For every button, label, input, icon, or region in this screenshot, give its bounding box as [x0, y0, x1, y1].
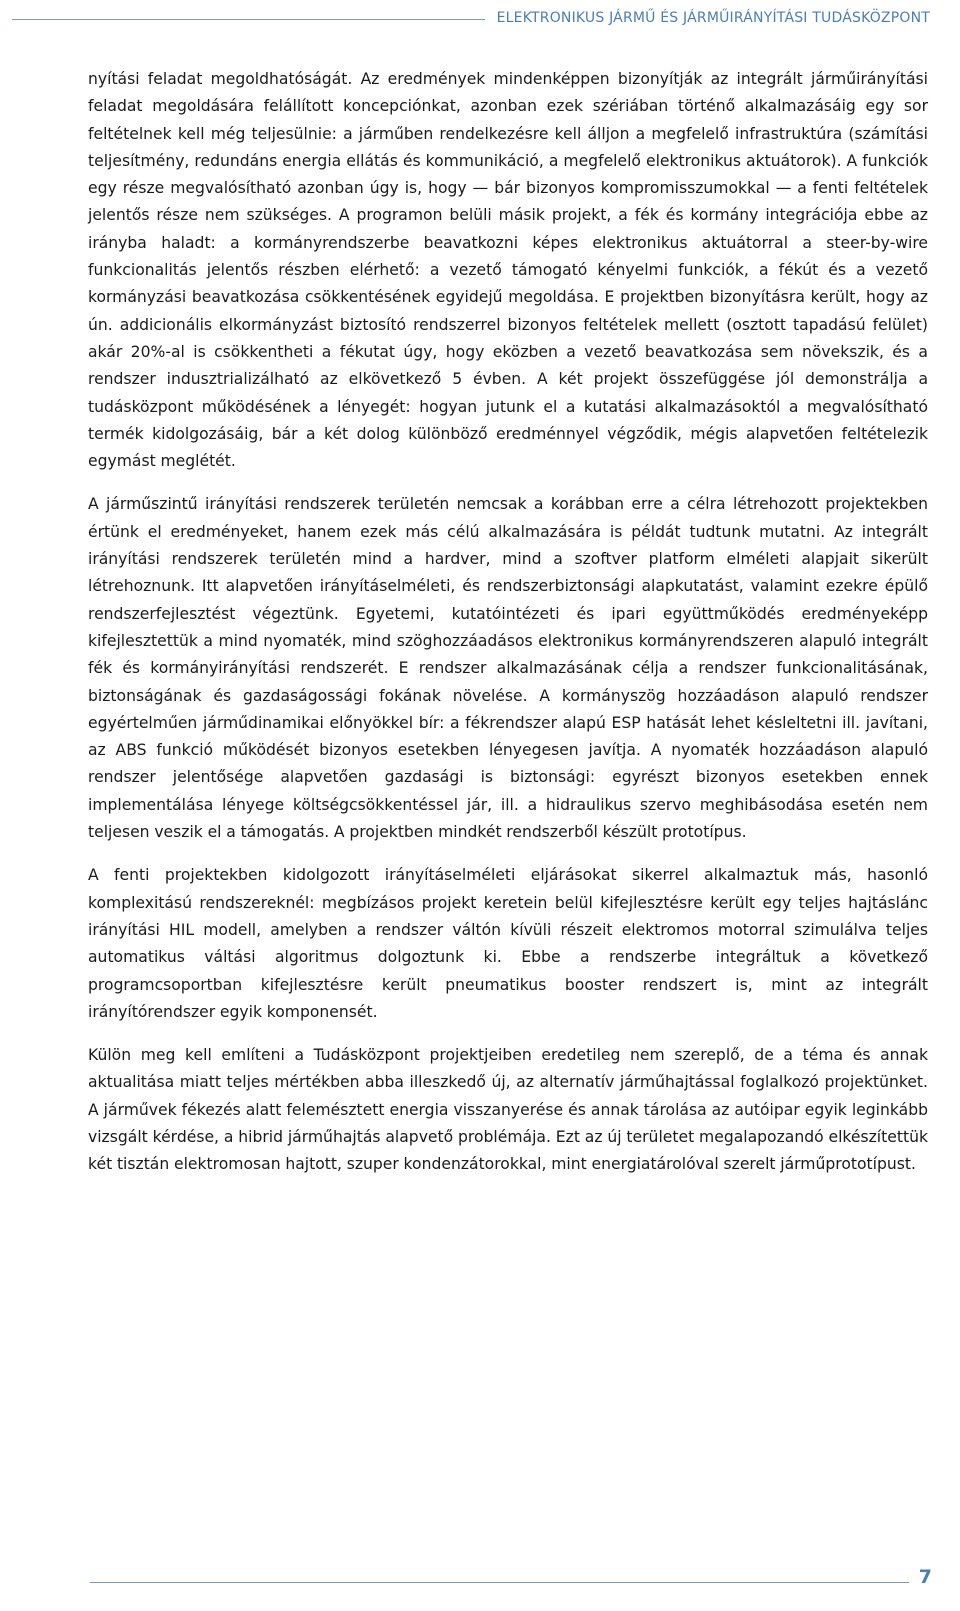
body-text	[88, 66, 928, 1195]
paragraph-1: nyítási feladat megoldhatóságát. Az eredmények mindenképpen bizonyítják az integrált járműirányítási feladat megoldására felállított koncepciónkat, azonban ezek szériában történő alkalmazásáig egy sor feltételnek kell még teljesülnie: a járműben rendelkezésre kell álljon a megfelelő infrastruktúra (számítási teljesítmény, redundáns energia ellátás és kommunikáció, a megfelelő elektronikus aktuátorok). A funkciók egy része megvalósítható azonban úgy is, hogy — bár bizonyos kompromisszumokkal — a fenti feltételek jelentős része nem szükséges. A programon belüli másik projekt, a fék és kormány integrációja ebbe az irányba haladt: a kormányrendszerbe beavatkozni képes elektronikus aktuátorral a steer-by-wire funkcionalitás jelentős részben elérhető: a vezető támogató kényelmi funkciók, a fékút és a vezető kormányzási beavatkozása csökkentésének egyidejű megoldása. E projektben bizonyításra került, hogy az ún. addicionális elkormányzást biztosító rendszerrel bizonyos feltételek mellett (osztott tapadású felület) akár 20%-al is csökkentheti a fékutat úgy, hogy eközben a vezető beavatkozása sem növekszik, és a rendszer indusztrializálható az elkövetkező 5 évben. A két projekt összefüggése jól demonstrálja a tudásközpont működésének a lényegét: hogyan jutunk el a kutatási alkalmazásoktól a megvalósítható termék kidolgozásáig, bár a két dolog különböző eredménnyel végződik, mégis alapvetően feltételezik egymást meglétét.	[88, 70, 928, 471]
footer-rule	[90, 1582, 909, 1583]
header-title: ELEKTRONIKUS JÁRMŰ ÉS JÁRMŰIRÁNYÍTÁSI TUDÁSKÖZPONT	[496, 10, 930, 26]
paragraph-3: A fenti projektekben kidolgozott irányításelméleti eljárásokat sikerrel alkalmaztuk más, hasonló komplexitású rendszereknél: megbízásos projekt keretein belül kifejlesztésre került egy teljes hajtáslánc irányítási HIL modell, amelyben a rendszer váltón kívüli részeit elektromos motorral szimulálva teljes automatikus váltási algoritmus dolgoztunk ki. Ebbe a rendszerbe integráltuk a következő programcsoportban kifejlesztésre került pneumatikus booster rendszert is, mint az integrált irányítórendszer egyik komponensét.	[88, 866, 928, 1021]
paragraph-2: A járműszintű irányítási rendszerek területén nemcsak a korábban erre a célra létrehozott projektekben értünk el eredményeket, hanem ezek más célú alkalmazására is példát tudtunk mutatni. Az integrált irányítási rendszerek területén mind a hardver, mind a szoftver platform elméleti alapjait sikerült létrehoznunk. Itt alapvetően irányításelméleti, és rendszerbiztonsági alapkutatást, valamint ezekre épülő rendszerfejlesztést végeztünk. Egyetemi, kutatóintézeti és ipari együttműködés eredményeképp kifejlesztettük a mind nyomaték, mind szöghozzáadásos elektronikus kormányrendszeren alapuló integrált fék és kormányirányítási rendszerét. E rendszer alkalmazásának célja a rendszer funkcionalitásának, biztonságának és gazdaságossági fokának növelése. A kormányszög hozzáadáson alapuló rendszer egyértelműen járműdinamikai előnyökkel bír: a fékrendszer alapú ESP hatását lehet késleltetni ill. javítani, az ABS funkció működését bizonyos esetekben lényegesen javítja. A nyomaték hozzáadáson alapuló rendszer jelentősége alapvetően gazdasági is biztonsági: egyrészt bizonyos esetekben ennek implementálása lényege költségcsökkentéssel jár, ill. a hidraulikus szervo meghibásodása esetén nem teljesen veszik el a támogatás. A projektben mindkét rendszerből készült prototípus.	[88, 495, 928, 842]
page-footer	[90, 1565, 932, 1587]
header-rule	[12, 19, 485, 20]
paragraph-4: Külön meg kell említeni a Tudásközpont projektjeiben eredetileg nem szereplő, de a téma és annak aktualitása miatt teljes mértékben abba illeszkedő új, az alternatív járműhajtással foglalkozó projektünket. A járművek fékezés alatt felemésztett energia visszanyerése és annak tárolása az autóipar egyik leginkább vizsgált kérdése, a hibrid járműhajtás alapvető problémája. Ezt az új területet megalapozandó elkészítettük két tisztán elektromosan hajtott, szuper kondenzátorokkal, mint energiatárolóval szerelt járműprototípust.	[88, 1046, 928, 1174]
page-number: 7	[918, 1566, 932, 1588]
page-header	[12, 8, 930, 28]
